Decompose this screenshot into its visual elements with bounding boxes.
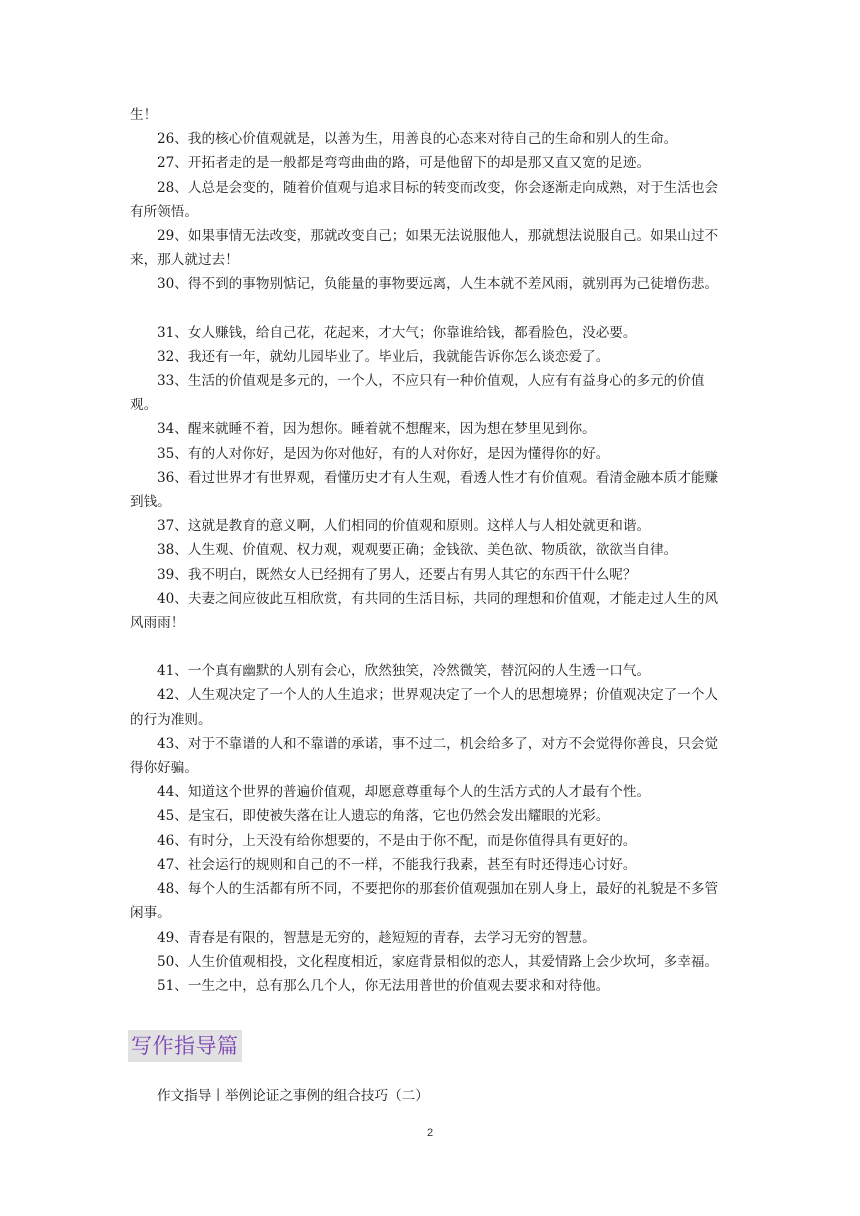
article-subtitle: 作文指导丨举例论证之事例的组合技巧（二）: [157, 1088, 429, 1104]
quote-paragraph: 26、我的核心价值观就是，以善为生，用善良的心态来对待自己的生命和别人的生命。: [157, 131, 678, 148]
quote-group-2: [130, 321, 730, 636]
quote-paragraph: 37、这就是教育的意义啊，人们相同的价值观和原则。这样人与人相处就更和谐。: [157, 518, 651, 535]
quote-paragraph: 42、人生观决定了一个人的人生追求；世界观决定了一个人的思想境界；价值观决定了一个人的行为准则。: [130, 687, 719, 728]
quote-paragraph: 44、知道这个世界的普遍价值观，却愿意尊重每个人的生活方式的人才最有个性。: [157, 784, 651, 801]
quote-paragraph: 43、对于不靠谱的人和不靠谱的承诺，事不过二，机会给多了，对方不会觉得你善良，只会觉得你好骗。: [130, 735, 719, 777]
quote-paragraph: 28、人总是会变的，随着价值观与追求目标的转变而改变，你会逐渐走向成熟，对于生活也会有所领悟。: [130, 179, 719, 220]
quote-paragraph: 49、青春是有限的，智慧是无穷的，趁短短的青春，去学习无穷的智慧。: [157, 929, 596, 946]
quote-paragraph: 30、得不到的事物别惦记，负能量的事物要远离，人生本就不差风雨，就别再为己徒增伤悲。: [157, 276, 719, 293]
quote-paragraph: 27、开拓者走的是一般都是弯弯曲曲的路，可是他留下的却是那又直又宽的足迹。: [157, 155, 651, 172]
quote-group-1: [130, 127, 730, 296]
quote-paragraph: 51、一生之中，总有那么几个人，你无法用普世的价值观去要求和对待他。: [157, 977, 610, 994]
blank-line: [130, 297, 730, 321]
document-body: [130, 103, 730, 998]
quote-paragraph: 29、如果事情无法改变，那就改变自己；如果无法说服他人，那就想法说服自己。如果山过不来，那人就过去！: [130, 228, 719, 269]
quote-paragraph: 40、夫妻之间应彼此互相欣赏，有共同的生活目标，共同的理想和价值观，才能走过人生的风风雨雨！: [130, 590, 719, 632]
quote-group-3: [130, 659, 730, 998]
quote-paragraph: 45、是宝石，即使被失落在让人遗忘的角落，它也仍然会发出耀眼的光彩。: [157, 808, 610, 825]
quote-paragraph: 33、生活的价值观是多元的，一个人，不应只有一种价值观，人应有有益身心的多元的价值观。: [130, 373, 705, 414]
quote-paragraph: 39、我不明白，既然女人已经拥有了男人，还要占有男人其它的东西干什么呢？: [157, 566, 637, 583]
quote-paragraph: 50、人生价值观相投，文化程度相近，家庭背景相似的恋人，其爱情路上会少坎坷，多幸福。: [157, 953, 719, 970]
quote-paragraph: 35、有的人对你好，是因为你对他好，有的人对你好，是因为懂得你的好。: [157, 445, 610, 462]
section-heading: 写作指导篇: [128, 1030, 242, 1062]
quote-paragraph: 48、每个人的生活都有所不同，不要把你的那套价值观强加在别人身上，最好的礼貌是不多管闲事。: [130, 881, 719, 922]
quote-paragraph: 36、看过世界才有世界观，看懂历史才有人生观，看透人性才有价值观。看清金融本质才能赚到钱。: [130, 469, 719, 511]
quote-paragraph: 38、人生观、价值观、权力观，观观要正确；金钱欲、美色欲、物质欲，欲欲当自律。: [157, 542, 678, 559]
continuation-text: 生！: [130, 107, 158, 123]
quote-paragraph: 47、社会运行的规则和自己的不一样，不能我行我素，甚至有时还得违心讨好。: [157, 856, 637, 873]
quote-paragraph: 46、有时分，上天没有给你想要的，不是由于你不配，而是你值得具有更好的。: [157, 832, 637, 849]
quote-paragraph: 41、一个真有幽默的人别有会心，欣然独笑，冷然微笑，替沉闷的人生透一口气。: [157, 663, 651, 680]
page-number: 2: [426, 1127, 434, 1139]
blank-line: [130, 635, 730, 659]
quote-paragraph: 31、女人赚钱，给自己花，花起来，才大气；你靠谁给钱，都看脸色，没必要。: [157, 324, 637, 341]
quote-paragraph: 34、醒来就睡不着，因为想你。睡着就不想醒来，因为想在梦里见到你。: [157, 421, 596, 438]
quote-paragraph: 32、我还有一年，就幼儿园毕业了。毕业后，我就能告诉你怎么谈恋爱了。: [157, 348, 610, 365]
